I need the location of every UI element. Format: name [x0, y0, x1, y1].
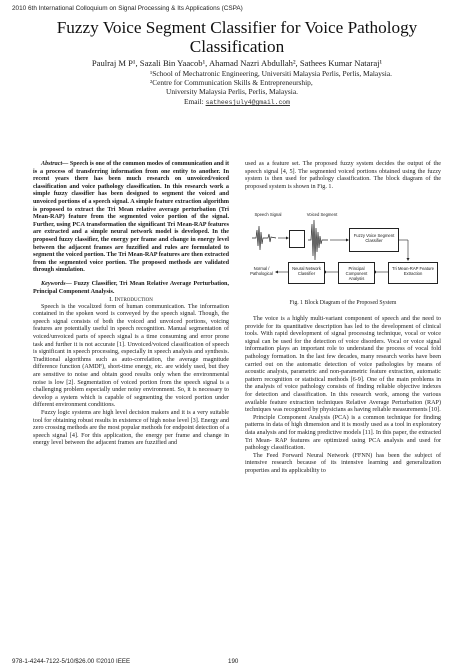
label-voiced-segment: Voiced Segment [306, 212, 338, 217]
label-fuzzy-classifier: Fuzzy Voice Segment Classifier [353, 233, 395, 243]
abstract-text: Speech is one of the common modes of communication and it is a process of transferring information from one entity to another. In recent years there has been much research on unvoiced/voiced classification and voice pathology classification. In this research work a simple fuzzy classifier has been designed to segment the voiced and unvoiced portions of a speech signal. A simple feature extraction algorithm is proposed to extract the Tri Mean relative average perturbation (Tri Mean-RAP) feature from the segmented voice portion of the signal. Further, using PCA transformation the significant Tri Mean-RAP features are extracted and a simple neural network model is developed. In the proposed fuzzy classifier, the energy per frame and change in energy level between the adjacent frames are fuzzified and rules are formulated to segment the voiced portion. The Tri Mean-RAP features are then extracted from the segmented voice portion. The proposed methods are validated through simulation. [33, 161, 229, 274]
section-heading-introduction: I. Introduction [109, 296, 153, 304]
voiced-waveform-icon [308, 220, 328, 260]
right-column-bottom [245, 316, 441, 475]
abstract-label: Abstract— [41, 161, 69, 167]
affiliation-1: ¹School of Mechatronic Engineering, Universiti Malaysia Perlis, Perlis, Malaysia. [150, 69, 392, 78]
label-pca: Principal Component Analysis [345, 266, 368, 281]
right-paragraph-2: The voice is a highly multi-variant component of speech and the need to provide for its quantitative description has led to the development of clinical tools. With rapid development of signal processing technique, vocal or voice signal can be used for the detection of voice disorders. Vocal or voice signal information plays an important role to understand the process of vocal fold pathology formation. In the last few decades, many research works have been carried out on the automatic detection of voice pathologies by means of acoustic analysis, parametric and non-parametric feature extraction, automatic pattern recognition or statistical methods [6-9]. One of the main problems in the analysis of voice pathology consists of finding reliable objective indexes for detection and classification. In this research work, among the various available feature extraction techniques Relative Average Perturbation (RAP) techniques was recognized by physicians as having reliable measurements [10]. [245, 316, 441, 414]
label-rap-extraction: Tri Mean-RAP Feature Extraction [392, 266, 434, 276]
box-pca [338, 262, 375, 284]
keywords-label: Keywords— [41, 280, 72, 287]
label-speech-signal: Speech Signal [254, 212, 282, 217]
left-column [33, 161, 229, 448]
intro-paragraph-1: Speech is the vocalized form of human communication. The information contained in the spoken word is conveyed by the speech signal. Though, the speech signal consists of both the voiced and unvoiced portions, voicing features are potentially useful in speech recognition. Manual segmentation of voiced/unvoiced parts of speech signal is a time consuming and error prone task and further it is not accurate [1]. Unvoiced/voiced classification of speech is significant in speech processing, especially in speech analysis and synthesis. Traditional algorithms such as auto-correlation, the average magnitude difference function (AMDF), short-time energy, etc. are widely used, but they are sensitive to noise and obtain good results only when the environmental noise is low [2]. Segmentation of voiced portion from the speech signal is a challenging problem especially under noisy environment. So, it is necessary to develop a system which is capable of segmenting the voiced portion under different environment conditions. [33, 303, 229, 409]
email-label: Email: [184, 97, 204, 106]
footer-page-number: 190 [228, 658, 239, 665]
box-preprocess [289, 230, 305, 248]
paper-title-line2: Classification [189, 37, 285, 56]
paper-title-line1: Fuzzy Voice Segment Classifier for Voice Pathology [56, 18, 418, 37]
box-rap-extraction [388, 262, 438, 284]
box-neural-network [288, 262, 325, 284]
input-waveform-icon [252, 226, 276, 250]
box-fuzzy-classifier [349, 228, 399, 252]
label-neural-network: Neural Network Classifier [292, 266, 321, 276]
affiliation-2-cont: University Malaysia Perlis, Perlis, Malaysia. [166, 87, 298, 96]
keywords-text: Fuzzy Classifier, Tri Mean Relative Average Perturbation, Principal Component Analysis. [33, 280, 229, 295]
label-output-class: Normal / Pathological [250, 266, 273, 276]
figure-1-caption: Fig. 1 Block Diagram of the Proposed System [289, 300, 397, 306]
affiliation-2: ²Centre for Communication Skills & Entrepreneurship, [150, 78, 313, 87]
right-paragraph-1: used as a feature set. The proposed fuzzy system decides the output of the speech signal [4, 5]. The segmented voiced portions obtained using the fuzzy system is then used for pathology classification. The block diagram of the proposed system is shown in Fig. 1. [245, 161, 441, 190]
email-line [0, 97, 474, 106]
right-column-top [245, 161, 441, 191]
figure-1-block-diagram [248, 210, 444, 296]
footer-isbn: 978-1-4244-7122-5/10/$26.00 ©2010 IEEE [12, 658, 131, 665]
email-address[interactable]: satheesjuly4@gmail.com [205, 99, 290, 106]
right-paragraph-3: Principle Component Analysis (PCA) is a common technique for finding patterns in data of high dimension and it is mostly used as a tool in exploratory data analysis and for making predictive models [11]. In this paper, the extracted Tri Mean- RAP features are optimized using PCA analysis and used for pathology classification. [245, 414, 441, 452]
intro-paragraph-2: Fuzzy logic systems are high level decision makers and it is a very suitable tool for obtaining robust results in existence of high noise level [3]. Energy and zero crossing methods are the most popular methods for endpoint detection of a speech signal [4]. For this application, the energy per frame and change in energy level between the adjacent frames are fuzzified and [33, 410, 229, 447]
right-paragraph-4: The Feed Forward Neural Network (FFNN) has been the subject of intensive research because of its intensive learning and generalization properties and its applicability to [245, 452, 441, 474]
author-list: Paulraj M P¹, Sazali Bin Yaacob¹, Ahamad Nazri Abdullah², Sathees Kumar Nataraj¹ [91, 58, 383, 68]
conference-header: 2010 6th International Colloquium on Signal Processing & Its Applications (CSPA) [12, 5, 243, 12]
